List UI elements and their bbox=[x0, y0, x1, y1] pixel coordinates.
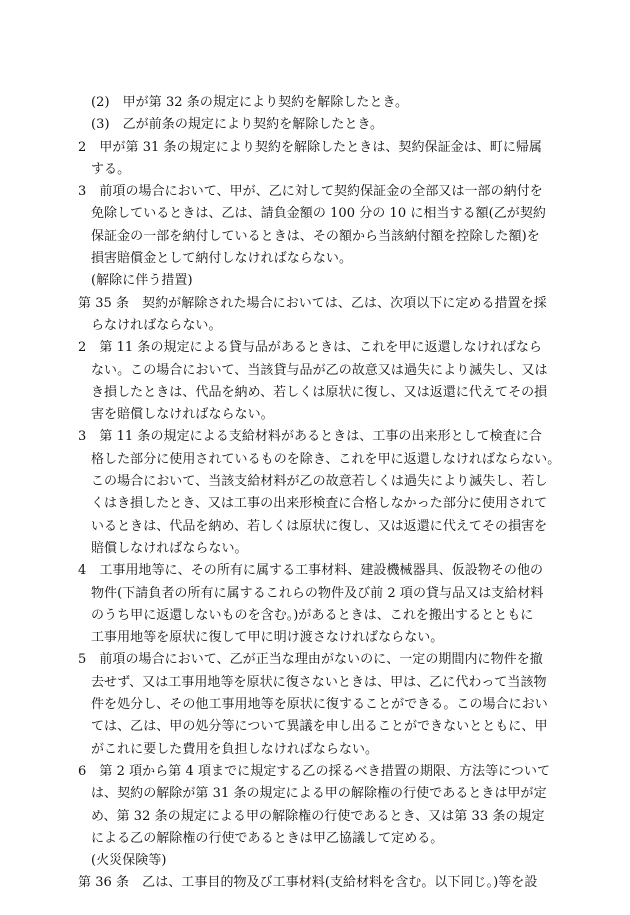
text-line: する。 bbox=[91, 161, 131, 177]
text-line: 物件(下請負者の所有に属するこれらの物件及び前 2 項の貸与品又は支給材料 bbox=[91, 585, 544, 601]
text-line: のうち甲に返還しないものを含む。)があるときは、これを搬出するとともに bbox=[91, 607, 534, 623]
text-line: 賠償しなければならない。 bbox=[91, 540, 248, 556]
text-line: 3 前項の場合において、甲が、乙に対して契約保証金の全部又は一部の納付を bbox=[78, 184, 543, 200]
text-line: 保証金の一部を納付しているときは、その額から当該納付額を控除した額)を bbox=[91, 228, 540, 244]
text-line: による乙の解除権の行使であるときは甲乙協議して定める。 bbox=[91, 830, 444, 846]
article-heading-line: 第 36 条 乙は、工事目的物及び工事材料(支給材料を含む。以下同じ。)等を設 bbox=[78, 875, 538, 891]
text-line: くはき損したとき、又は工事の出来形検査に合格しなかった部分に使用されて bbox=[91, 496, 548, 512]
text-line: (2) 甲が第 32 条の規定により契約を解除したとき。 bbox=[91, 95, 409, 110]
text-line: ない。この場合において、当該貸与品が乙の故意又は過失により滅失し、又は bbox=[91, 362, 548, 378]
text-line: き損したときは、代品を納め、若しくは原状に復し、又は返還に代えてその損 bbox=[91, 384, 548, 400]
text-line: 2 第 11 条の規定による貸与品があるときは、これを甲に返還しなければなら bbox=[78, 340, 542, 356]
section-heading: (解除に伴う措置) bbox=[91, 273, 193, 289]
text-line: ては、乙は、甲の処分等について異議を申し出ることができないとともに、甲 bbox=[91, 719, 548, 735]
text-line: 3 第 11 条の規定による支給材料があるときは、工事の出来形として検査に合 bbox=[78, 429, 542, 445]
text-line: 損害賠償金として納付しなければならない。 bbox=[91, 251, 353, 267]
text-line: 格した部分に使用されているものを除き、これを甲に返還しなければならない。 bbox=[91, 451, 561, 467]
text-line: がこれに要した費用を負担しなければならない。 bbox=[91, 741, 379, 757]
text-line: め、第 32 条の規定による甲の解除権の行使であるとき、又は第 33 条の規定 bbox=[91, 808, 545, 824]
text-line: この場合において、当該支給材料が乙の故意若しくは過失により滅失し、若し bbox=[91, 474, 548, 490]
text-line: 2 甲が第 31 条の規定により契約を解除したときは、契約保証金は、町に帰属 bbox=[78, 139, 542, 155]
text-line: は、契約の解除が第 31 条の規定による甲の解除権の行使であるときは甲が定 bbox=[91, 786, 547, 802]
text-line: 去せず、又は工事用地等を原状に復さないときは、甲は、乙に代わって当該物 bbox=[91, 674, 547, 690]
text-line: 害を賠償しなければならない。 bbox=[91, 407, 274, 423]
text-line: 免除しているときは、乙は、請負金額の 100 分の 10 に相当する額(乙が契約 bbox=[91, 206, 546, 222]
article-heading-line: 第 35 条 契約が解除された場合においては、乙は、次項以下に定める措置を採 bbox=[78, 295, 547, 311]
text-line: 件を処分し、その他工事用地等を原状に復することができる。この場合におい bbox=[91, 697, 548, 713]
text-line: 5 前項の場合において、乙が正当な理由がないのに、一定の期間内に物件を撤 bbox=[78, 652, 543, 668]
text-line: 4 工事用地等に、その所有に属する工事材料、建設機械器具、仮設物その他の bbox=[78, 563, 544, 579]
text-line: らなければならない。 bbox=[91, 317, 222, 333]
text-line: いるときは、代品を納め、若しくは原状に復し、又は返還に代えてその損害を bbox=[91, 518, 548, 534]
text-line: 6 第 2 項から第 4 項までに規定する乙の採るべき措置の期限、方法等について bbox=[78, 763, 551, 779]
section-heading: (火災保険等) bbox=[91, 853, 167, 869]
document-body bbox=[78, 92, 561, 895]
text-line: 工事用地等を原状に復して甲に明け渡さなければならない。 bbox=[91, 630, 444, 646]
text-line: (3) 乙が前条の規定により契約を解除したとき。 bbox=[91, 117, 384, 133]
